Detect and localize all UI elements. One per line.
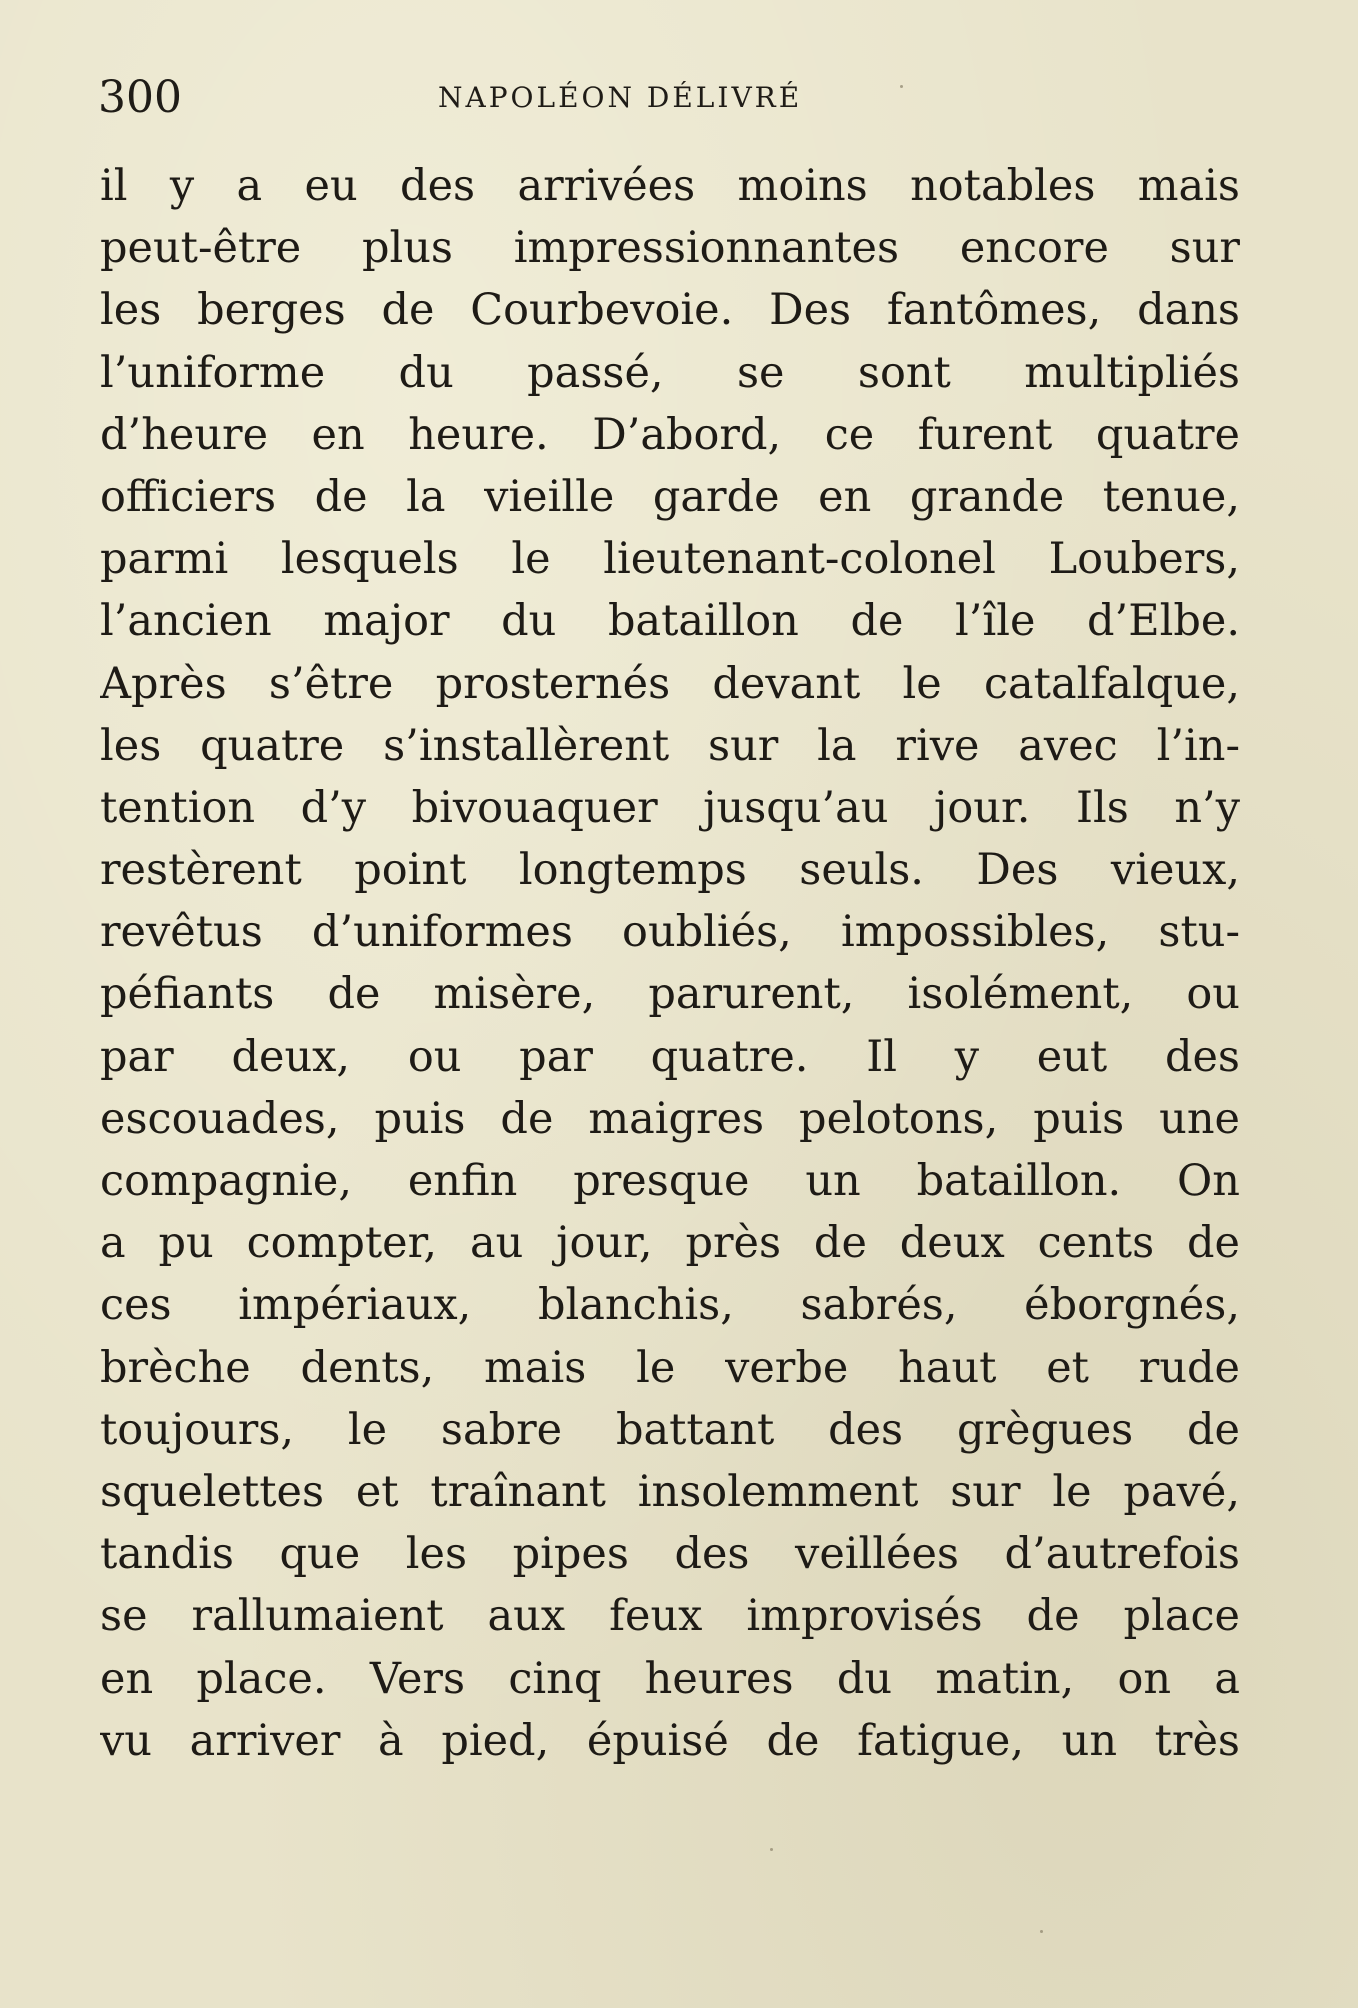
page-number: 300 <box>98 72 182 123</box>
text-line: squelettes et traînant insolemment sur le pavé, <box>100 1466 1240 1517</box>
text-line: toujours, le sabre battant des grègues de <box>100 1404 1240 1455</box>
text-line: revêtus d’uniformes oubliés, impossibles, stu- <box>100 907 1240 958</box>
body-text <box>100 155 1240 1772</box>
paper-speck <box>1040 1930 1043 1933</box>
text-line: tention d’y bivouaquer jusqu’au jour. Ils n’y <box>100 782 1240 833</box>
text-line: vu arriver à pied, épuisé de fatigue, un très <box>100 1715 1240 1766</box>
text-line: se rallumaient aux feux improvisés de place <box>100 1591 1240 1642</box>
text-line: les berges de Courbevoie. Des fantômes, dans <box>100 285 1240 336</box>
text-line: tandis que les pipes des veillées d’autrefois <box>100 1529 1240 1580</box>
text-line: par deux, ou par quatre. Il y eut des <box>100 1031 1240 1082</box>
text-line: restèrent point longtemps seuls. Des vieux, <box>100 845 1240 896</box>
text-line: ces impériaux, blanchis, sabrés, éborgnés, <box>100 1280 1240 1331</box>
text-line: il y a eu des arrivées moins notables mais <box>100 161 1240 211</box>
text-line: d’heure en heure. D’abord, ce furent quatre <box>100 409 1240 460</box>
text-line: l’ancien major du bataillon de l’île d’Elbe. <box>100 596 1240 647</box>
paper-speck <box>770 1848 773 1851</box>
text-line: officiers de la vieille garde en grande tenue, <box>100 471 1240 522</box>
text-line: Après s’être prosternés devant le catalfalque, <box>100 658 1240 709</box>
text-line: escouades, puis de maigres pelotons, puis une <box>100 1093 1240 1144</box>
text-line: les quatre s’installèrent sur la rive avec l’in- <box>100 720 1240 771</box>
book-title: NAPOLÉON DÉLIVRÉ <box>438 81 803 114</box>
text-line: brèche dents, mais le verbe haut et rude <box>100 1342 1240 1393</box>
paper-speck <box>900 85 903 88</box>
text-line: a pu compter, au jour, près de deux cents de <box>100 1218 1240 1269</box>
text-line: parmi lesquels le lieutenant-colonel Loubers, <box>100 534 1240 585</box>
running-head <box>98 68 1238 128</box>
text-line: l’uniforme du passé, se sont multipliés <box>100 347 1240 398</box>
text-line: en place. Vers cinq heures du matin, on a <box>100 1653 1240 1704</box>
text-line: peut-être plus impressionnantes encore sur <box>100 223 1240 274</box>
text-line: péfiants de misère, parurent, isolément, ou <box>100 969 1240 1020</box>
text-line: compagnie, enfin presque un bataillon. On <box>100 1156 1240 1206</box>
